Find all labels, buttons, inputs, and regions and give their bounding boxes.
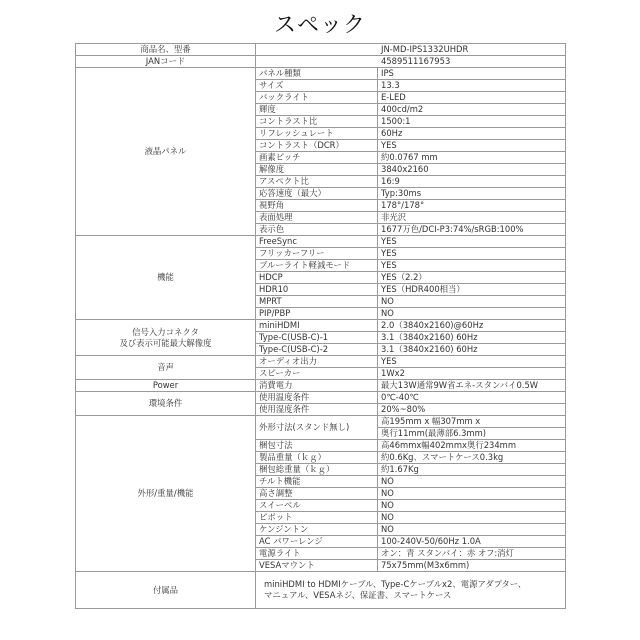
row-value: 4589511167953 [256,56,566,68]
spec-value: 2.0（3840x2160)@60Hz [378,320,566,332]
spec-label: ブルーライト軽減モード [256,260,378,272]
spec-value: 高46mmx幅402mmx奥行234mm [378,440,566,452]
lcd-section [76,68,566,236]
environment-category: 環境条件 [76,392,256,416]
table-row [76,380,566,392]
accessories-line-2: マニュアル、VESAネジ、保証書、スマートケース [264,590,452,600]
spec-label: スイーベル [256,500,378,512]
spec-label: 解像度 [256,164,378,176]
audio-section [76,356,566,380]
spec-value: Typ:30ms [378,188,566,200]
spec-label: MPRT [256,296,378,308]
table-row [76,68,566,80]
spec-value: 100-240V-50/60Hz 1.0A [378,536,566,548]
row-value: JN-MD-IPS1332UHDR [256,44,566,56]
spec-value: 奥行11mm(最薄部6.3mm) [378,428,566,440]
spec-value: NO [378,476,566,488]
spec-value: 13.3 [378,80,566,92]
spec-value: 178°/178° [378,200,566,212]
spec-value: 3.1（3840x2160) 60Hz [378,344,566,356]
spec-value: NO [378,488,566,500]
table-row [76,56,566,68]
spec-value: YES [378,236,566,248]
spec-label: スピーカー [256,368,378,380]
spec-label: サイズ [256,80,378,92]
spec-label: 使用湿度条件 [256,404,378,416]
spec-label: チルト機能 [256,476,378,488]
signal-category-line-2: 及び表示可能最大解像度 [119,337,212,348]
spec-value: 400cd/m2 [378,104,566,116]
spec-label: 外形寸法(スタンド無し) [256,416,378,440]
functions-section [76,236,566,320]
spec-label: ケンジントン [256,524,378,536]
spec-label: リフレッシュレート [256,128,378,140]
spec-label: アスペクト比 [256,176,378,188]
table-row [76,356,566,368]
table-row [76,572,566,609]
spec-label: AC パワーレンジ [256,536,378,548]
power-label: Power [76,380,256,392]
spec-value: 0℃-40℃ [378,392,566,404]
spec-value: NO [378,524,566,536]
spec-value: 75x75mm(M3x6mm) [378,560,566,572]
spec-value: NO [378,296,566,308]
spec-label: コントラスト比 [256,116,378,128]
spec-value: 約0.6Kg、スマートケース0.3kg [378,452,566,464]
spec-value: YES（2.2） [378,272,566,284]
page-title: スペック [273,13,366,38]
table-row [76,392,566,404]
spec-value: 20%~80% [378,404,566,416]
spec-value: 非光沢 [378,212,566,224]
spec-label: フリッカーフリー [256,248,378,260]
spec-value: YES [378,248,566,260]
spec-value: NO [378,512,566,524]
spec-label: 電源ライト [256,548,378,560]
spec-value: YES（HDR400相当） [378,284,566,296]
spec-label: オーディオ出力 [256,356,378,368]
spec-value: 1677万色/DCI-P3:74%/sRGB:100% [378,224,566,236]
accessories-line-1: miniHDMI to HDMIケーブル、Type-Cケーブルx2、電源アダプター、 [264,579,527,589]
functions-category: 機能 [76,236,256,320]
table-row [76,320,566,332]
spec-label: パネル種類 [256,68,378,80]
spec-label: コントラスト（DCR） [256,140,378,152]
spec-label: FreeSync [256,236,378,248]
spec-label: HDR10 [256,284,378,296]
table-row [76,44,566,56]
spec-value: E-LED [378,92,566,104]
table-row [76,416,566,428]
spec-label: 表示色 [256,224,378,236]
signal-category [76,320,256,356]
physical-category: 外形/重量/機能 [76,416,256,572]
lcd-category: 液晶パネル [76,68,256,236]
spec-label: VESAマウント [256,560,378,572]
spec-value: YES [378,140,566,152]
spec-label: Type-C(USB-C)-1 [256,332,378,344]
spec-value: NO [378,308,566,320]
spec-value: 1500:1 [378,116,566,128]
spec-label: 梱包総重量（ｋｇ） [256,464,378,476]
spec-value: 60Hz [378,128,566,140]
spec-value: 約0.0767 mm [378,152,566,164]
spec-value: 3840x2160 [378,164,566,176]
spec-label: 高さ調整 [256,488,378,500]
spec-label: 製品重量（ｋｇ） [256,452,378,464]
spec-label: 梱包寸法 [256,440,378,452]
spec-label: 表面処理 [256,212,378,224]
audio-category: 音声 [76,356,256,380]
spec-value: 3.1（3840x2160) 60Hz [378,332,566,344]
spec-value: NO [378,500,566,512]
spec-label: 輝度 [256,104,378,116]
row-label: 商品名、型番 [76,44,256,56]
spec-value: 最大13W通常9W省エネ-スタンバイ0.5W [378,380,566,392]
spec-label: miniHDMI [256,320,378,332]
spec-label: HDCP [256,272,378,284]
signal-section [76,320,566,356]
spec-value: 1Wx2 [378,368,566,380]
accessories-value [256,572,566,609]
table-row [76,236,566,248]
spec-label: バックライト [256,92,378,104]
spec-table [75,43,566,609]
spec-value: YES [378,356,566,368]
spec-label: 視野角 [256,200,378,212]
spec-label: ピボット [256,512,378,524]
accessories-label: 付属品 [76,572,256,609]
spec-value: YES [378,260,566,272]
spec-label: 消費電力 [256,380,378,392]
spec-value: オン：青 スタンバイ：赤 オフ:消灯 [378,548,566,560]
physical-section [76,416,566,572]
spec-label: 使用温度条件 [256,392,378,404]
spec-label: 画素ピッチ [256,152,378,164]
spec-value: 16:9 [378,176,566,188]
spec-value: IPS [378,68,566,80]
signal-category-line-1: 信号入力コネクタ [132,326,199,337]
environment-section [76,392,566,416]
spec-label: 応答速度（最大） [256,188,378,200]
row-label: JANコード [76,56,256,68]
spec-value: 高195mm x 幅307mm x [378,416,566,428]
spec-label: PIP/PBP [256,308,378,320]
spec-value: 約1.67Kg [378,464,566,476]
spec-label: Type-C(USB-C)-2 [256,344,378,356]
